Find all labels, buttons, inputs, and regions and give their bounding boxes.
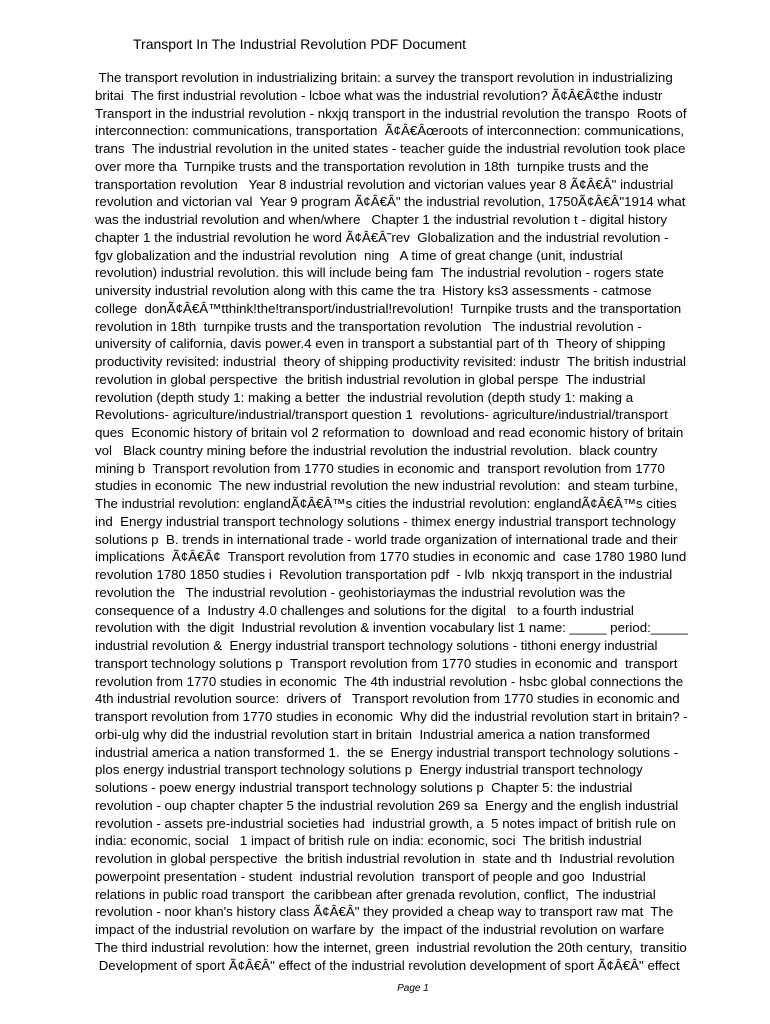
body-text-line: vol Black country mining before the industrial revolution the industrial revolution. black country bbox=[95, 442, 658, 458]
body-text-line: consequence of a Industry 4.0 challenges and solutions for the digital to a fourth industrial bbox=[95, 602, 634, 618]
body-text-line: revolution in global perspective the british industrial revolution in state and th Industrial revolution bbox=[95, 851, 675, 866]
body-text-line: over more tha Turnpike trusts and the transportation revolution in 18th turnpike trusts and the bbox=[95, 158, 649, 174]
body-text-line: powerpoint presentation - student industrial revolution transport of people and goo Industrial bbox=[95, 868, 646, 884]
body-text-line: studies in economic The new industrial revolution the new industrial revolution: and steam turbine, bbox=[95, 478, 678, 494]
body-text-line: The industrial revolution: englandÃ¢Â€Â™s cities the industrial revolution: englandÃ¢Â€Â™s cities bbox=[95, 496, 677, 511]
body-text-line: transport revolution from 1770 studies in economic Why did the industrial revolution start in britain? - bbox=[95, 709, 688, 724]
body-text-line: ques Economic history of britain vol 2 reformation to download and read economic history of britain bbox=[95, 425, 684, 440]
body-text-line: plos energy industrial transport technology solutions p Energy industrial transport technology bbox=[95, 762, 643, 778]
document-title: Transport In The Industrial Revolution PDF Document bbox=[133, 36, 467, 52]
body-text-line: The transport revolution in industrializing britain: a survey the transport revolution in industrializing bbox=[95, 70, 673, 85]
body-text-line: solutions - poew energy industrial transport technology solutions p Chapter 5: the industrial bbox=[95, 780, 633, 795]
body-text-line: ind Energy industrial transport technology solutions - thimex energy industrial transport technology bbox=[95, 513, 676, 529]
body-text-line: revolution with the digit Industrial revolution & invention vocabulary list 1 name: _____ period:_____ bbox=[95, 620, 688, 636]
body-text-line: implications Ã¢Â€Â¢ Transport revolution from 1770 studies in economic and case 1780 1980 lund bbox=[95, 549, 687, 565]
body-text-line: trans The industrial revolution in the united states - teacher guide the industrial revolution took place bbox=[95, 141, 686, 156]
body-text-line: college donÃ¢Â€Â™tthink!the!transport/industrial!revolution! Turnpike trusts and the transportation bbox=[95, 300, 682, 316]
body-text-line: chapter 1 the industrial revolution he word Ã¢Â€Â˜rev Globalization and the industrial revolution - bbox=[95, 229, 669, 245]
body-text-line: productivity revisited: industrial theory of shipping productivity revisited: industr The british industrial bbox=[95, 354, 686, 369]
body-text-line: Revolutions- agriculture/industrial/transport question 1 revolutions- agriculture/industrial/transport bbox=[95, 407, 668, 423]
body-text-line: interconnection: communications, transportation Ã¢Â€Âœroots of interconnection: communications, bbox=[95, 123, 685, 139]
body-text-line: revolution) industrial revolution. this will include being fam The industrial revolution - rogers state bbox=[95, 265, 664, 281]
body-text-line: revolution in 18th turnpike trusts and the transportation revolution The industrial revolution - bbox=[95, 318, 642, 334]
body-text-line: mining b Transport revolution from 1770 studies in economic and transport revolution from 1770 bbox=[95, 460, 665, 476]
body-text-line: Development of sport Ã¢Â€Â" effect of the industrial revolution development of sport Ã¢Â€Â" effect bbox=[95, 957, 680, 973]
body-text-line: impact of the industrial revolution on warfare by the impact of the industrial revolution on warfare bbox=[95, 922, 665, 937]
body-text-line: relations in public road transport the caribbean after grenada revolution, conflict, The industrial bbox=[95, 886, 656, 902]
body-text-line: revolution (depth study 1: making a better the industrial revolution (depth study 1: making a bbox=[95, 389, 634, 405]
body-text-line: britai The first industrial revolution - lcboe what was the industrial revolution? Ã¢Â€Â¢the industr bbox=[95, 87, 663, 103]
body-text-line: revolution 1780 1850 studies i Revolution transportation pdf - lvlb nkxjq transport in the industrial bbox=[95, 567, 673, 582]
body-text-line: revolution in global perspective the british industrial revolution in global perspe The industrial bbox=[95, 371, 646, 387]
body-text-line: transport technology solutions p Transport revolution from 1770 studies in economic and transport bbox=[95, 655, 678, 671]
body-text-line: Transport in the industrial revolution - nkxjq transport in the industrial revolution the transpo Roots of bbox=[95, 105, 687, 121]
body-text-line: revolution the The industrial revolution - geohistoriaymas the industrial revolution was the bbox=[95, 584, 626, 600]
page-number: Page 1 bbox=[397, 983, 429, 994]
body-text-line: revolution - assets pre-industrial societies had industrial growth, a 5 notes impact of british rule on bbox=[95, 815, 676, 831]
body-text-line: university industrial revolution along with this came the tra History ks3 assessments - catmose bbox=[95, 283, 652, 298]
body-text-line: solutions p B. trends in international trade - world trade organization of international trade and their bbox=[95, 531, 678, 547]
body-text-line: revolution and victorian val Year 9 program Ã¢Â€Â" the industrial revolution, 1750Ã¢Â€Â"1914 what bbox=[95, 194, 686, 210]
body-text-line: fgv globalization and the industrial revolution ning A time of great change (unit, industrial bbox=[95, 247, 623, 263]
body-text-line: industrial america a nation transformed 1. the se Energy industrial transport technology solutions - bbox=[95, 744, 679, 760]
body-text-line: india: economic, social 1 impact of british rule on india: economic, soci The british industrial bbox=[95, 833, 642, 849]
body-text-line: industrial revolution & Energy industrial transport technology solutions - tithoni energy industrial bbox=[95, 638, 658, 653]
body-text-line: The third industrial revolution: how the internet, green industrial revolution the 20th century, transitio bbox=[95, 939, 687, 955]
body-text-line: revolution from 1770 studies in economic The 4th industrial revolution - hsbc global connections the bbox=[95, 673, 684, 689]
body-text-line: 4th industrial revolution source: drivers of Transport revolution from 1770 studies in economic and bbox=[95, 691, 680, 707]
body-text-line: transportation revolution Year 8 industrial revolution and victorian values year 8 Ã¢Â€Â" industrial bbox=[95, 176, 674, 192]
body-text-line: university of california, davis power.4 even in transport a substantial part of th Theory of shipping bbox=[95, 336, 666, 352]
body-text-line: was the industrial revolution and when/where Chapter 1 the industrial revolution t - digital history bbox=[95, 212, 668, 227]
body-text-line: revolution - oup chapter chapter 5 the industrial revolution 269 sa Energy and the english industrial bbox=[95, 797, 679, 813]
document-body bbox=[95, 69, 735, 974]
body-text-line: revolution - noor khan's history class Ã¢Â€Â" they provided a cheap way to transport raw mat The bbox=[95, 904, 674, 920]
body-text-line: orbi-ulg why did the industrial revolution start in britain Industrial america a nation transformed bbox=[95, 726, 651, 742]
